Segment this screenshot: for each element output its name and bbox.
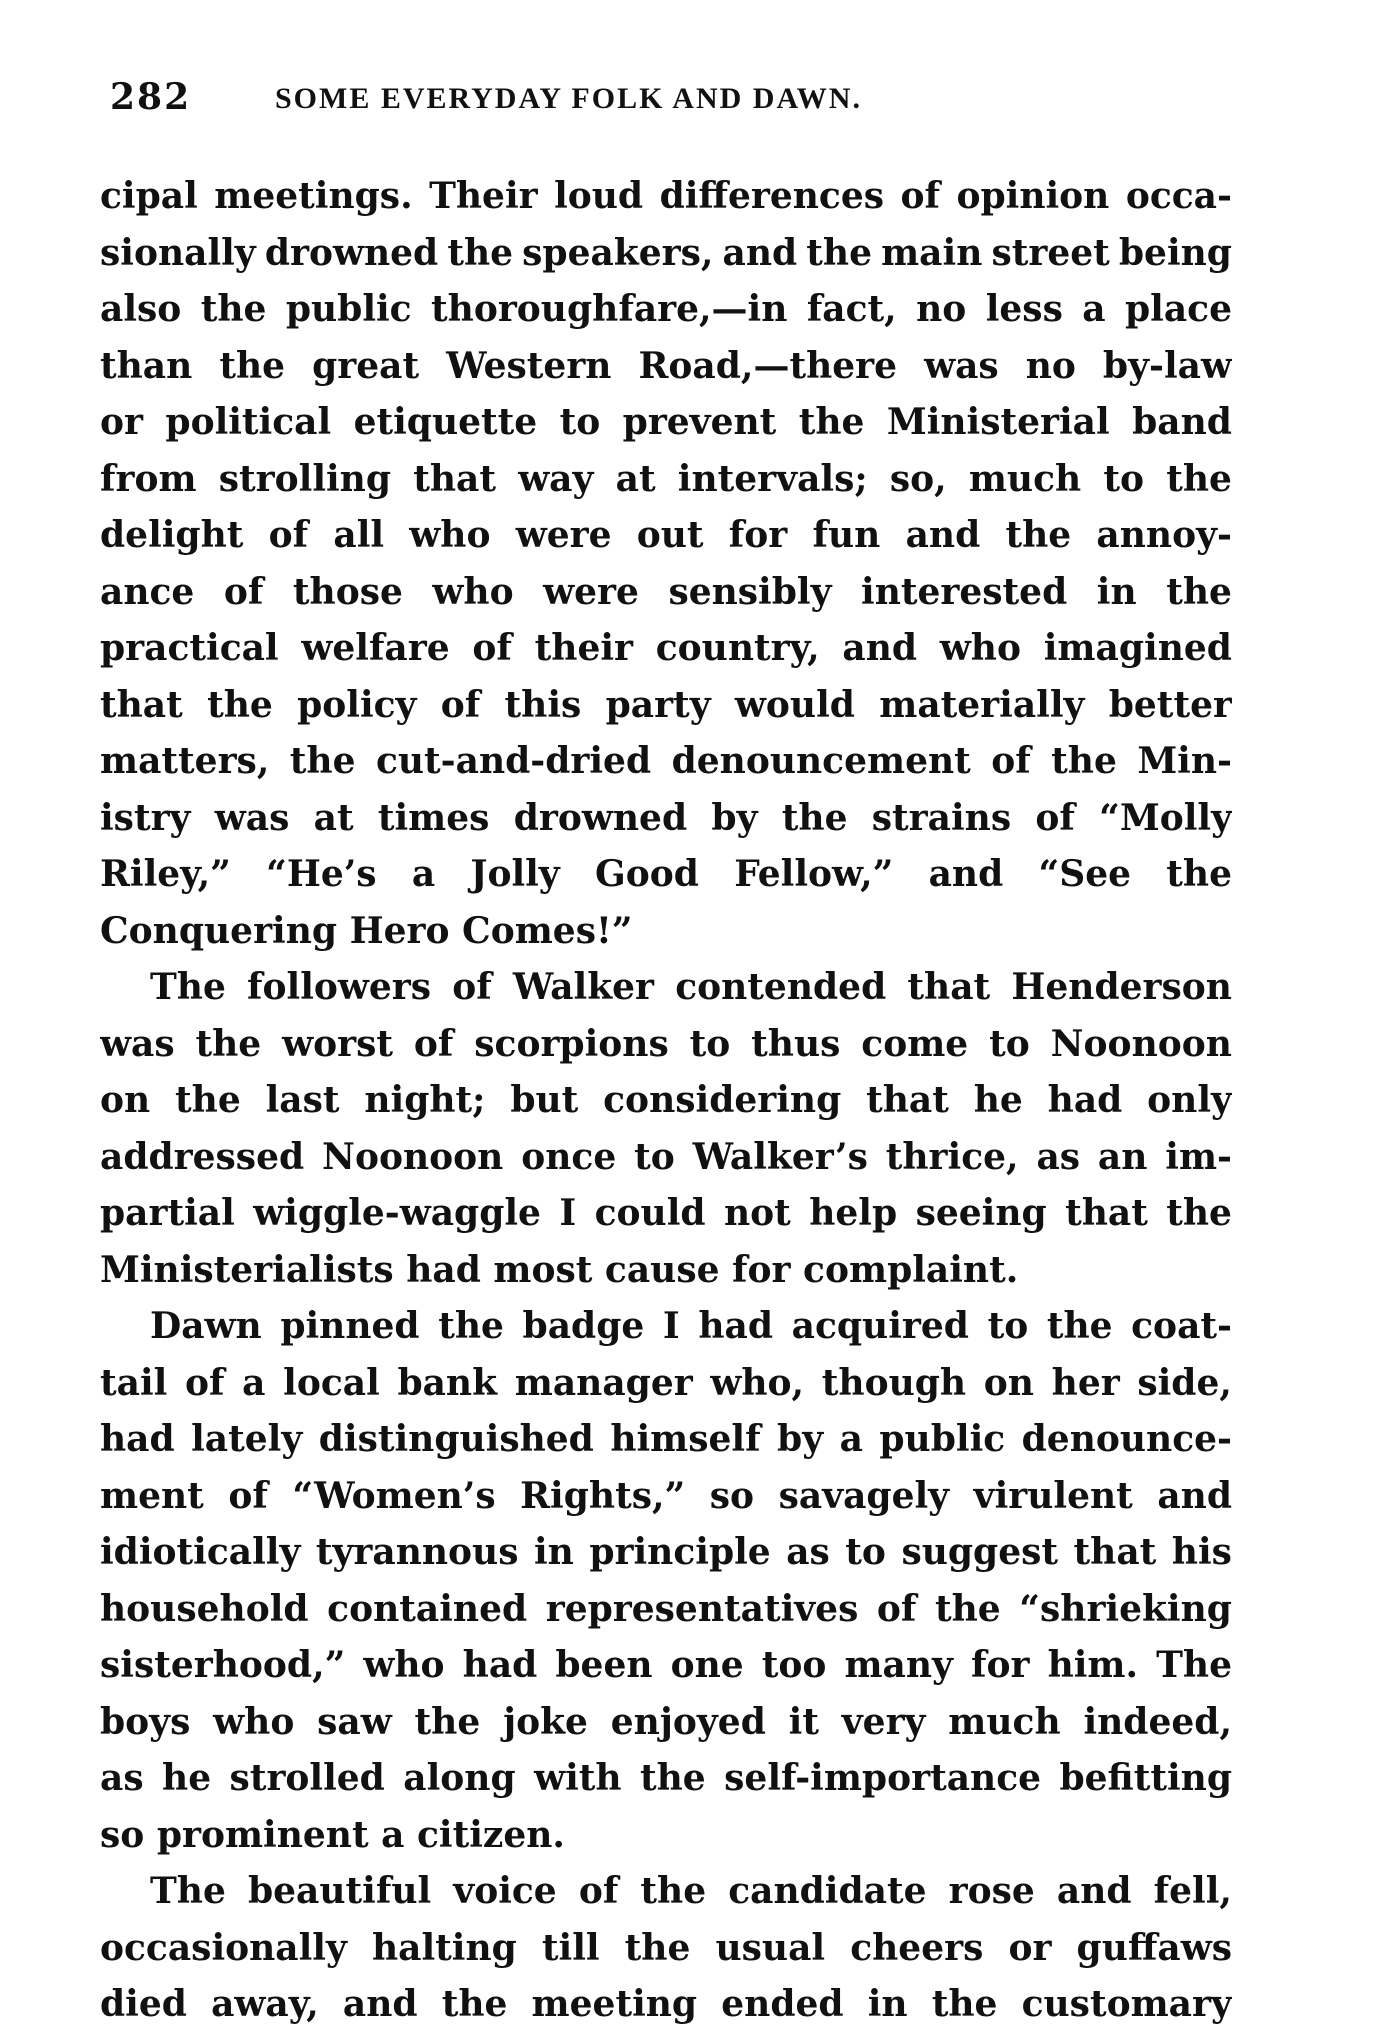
paragraph	[100, 168, 1232, 959]
text-line: as he strolled along with the self-importance befitting	[100, 1757, 1232, 1799]
page-number: 282	[110, 76, 192, 118]
text-line: matters, the cut-and-dried denouncement of the Min-	[100, 740, 1232, 782]
text-line: had lately distinguished himself by a public denounce-	[100, 1418, 1232, 1460]
text-line: household contained representatives of the “shrieking	[100, 1587, 1232, 1630]
text-line: ance of those who were sensibly interested in the	[100, 570, 1232, 613]
text-line: also the public thoroughfare,—in fact, no less a place	[100, 288, 1232, 330]
text-line: addressed Noonoon once to Walker’s thrice, as an im-	[100, 1135, 1232, 1178]
paragraph	[100, 959, 1232, 1298]
text-line: than the great Western Road,—there was no by-law	[100, 344, 1232, 387]
text-line: Ministerialists had most cause for complaint.	[100, 1248, 1019, 1291]
text-line: cipal meetings. Their loud differences of opinion occa-	[100, 175, 1232, 217]
body-text	[100, 168, 1232, 2033]
paragraph	[100, 1298, 1232, 1863]
text-line: ment of “Women’s Rights,” so savagely virulent and	[100, 1474, 1232, 1517]
running-head: SOME EVERYDAY FOLK AND DAWN.	[275, 82, 862, 115]
text-line: The beautiful voice of the candidate rose and fell,	[150, 1870, 1232, 1912]
text-line: Conquering Hero Comes!”	[100, 909, 633, 952]
text-line: sionally drowned the speakers, and the main street being	[100, 231, 1232, 274]
text-line: occasionally halting till the usual cheers or guffaws	[100, 1926, 1232, 1969]
text-line: died away, and the meeting ended in the customary	[100, 1983, 1232, 2025]
text-line: from strolling that way at intervals; so, much to the	[100, 457, 1232, 500]
text-line: Dawn pinned the badge I had acquired to the coat-	[150, 1305, 1232, 1347]
text-line: tail of a local bank manager who, though on her side,	[100, 1361, 1232, 1404]
text-line: sisterhood,” who had been one too many for him. The	[100, 1644, 1232, 1686]
text-line: partial wiggle-waggle I could not help seeing that the	[100, 1192, 1232, 1234]
text-line: idiotically tyrannous in principle as to suggest that his	[100, 1531, 1232, 1573]
text-line: Riley,” “He’s a Jolly Good Fellow,” and “See the	[100, 853, 1232, 895]
text-line: on the last night; but considering that he had only	[100, 1079, 1232, 1121]
text-line: delight of all who were out for fun and the annoy-	[100, 514, 1232, 556]
page-header	[100, 70, 1230, 130]
text-line: istry was at times drowned by the strains of “Molly	[100, 796, 1232, 839]
text-line: The followers of Walker contended that Henderson	[150, 966, 1232, 1008]
text-line: so prominent a citizen.	[100, 1813, 565, 1856]
text-line: was the worst of scorpions to thus come to Noonoon	[100, 1022, 1232, 1065]
text-line: or political etiquette to prevent the Ministerial band	[100, 401, 1232, 443]
text-line: practical welfare of their country, and who imagined	[100, 627, 1232, 669]
paragraph	[100, 1863, 1232, 2033]
text-line: boys who saw the joke enjoyed it very much indeed,	[100, 1700, 1232, 1743]
text-line: that the policy of this party would materially better	[100, 683, 1232, 726]
